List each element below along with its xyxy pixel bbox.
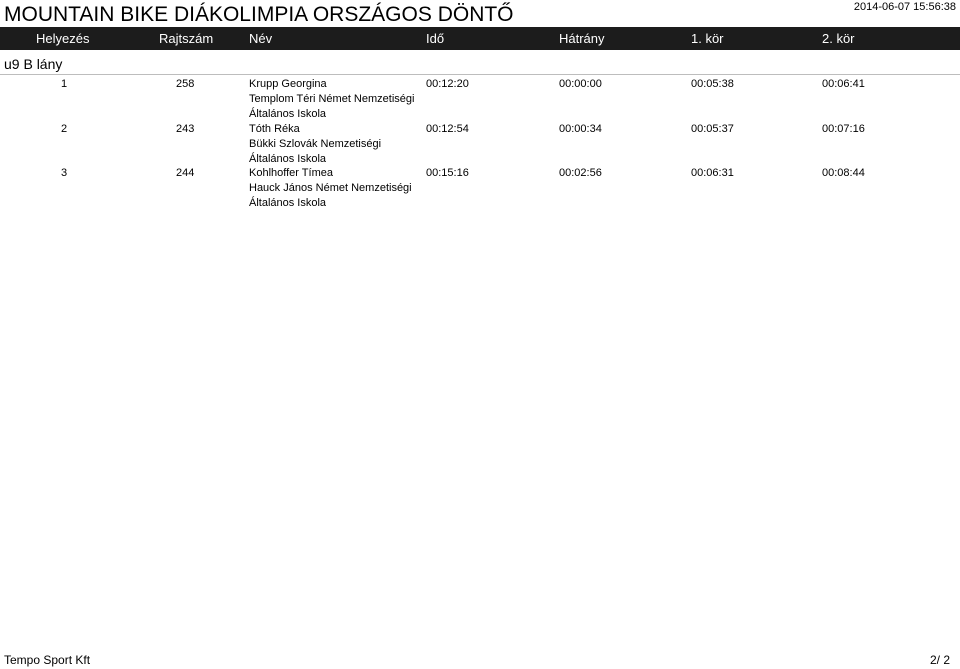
time-cell: 00:12:54	[426, 123, 469, 135]
print-timestamp: 2014-06-07 15:56:38	[853, 1, 956, 13]
bib-cell: 258	[176, 78, 195, 90]
footer-page-number: 2/ 2	[929, 653, 950, 667]
gap-cell: 00:02:56	[559, 167, 602, 179]
column-header-lap2: 2. kör	[822, 31, 855, 46]
column-header-bib: Rajtszám	[159, 31, 214, 46]
school-name-line1: Templom Téri Német Nemzetiségi	[249, 93, 415, 105]
lap1-cell: 00:05:37	[691, 123, 734, 135]
place-cell: 2	[61, 123, 68, 135]
result-row	[0, 77, 960, 123]
time-cell: 00:15:16	[426, 167, 469, 179]
school-name-line1: Hauck János Német Nemzetiségi	[249, 182, 412, 194]
place-cell: 3	[61, 167, 68, 179]
competitor-name: Krupp Georgina	[249, 78, 327, 90]
time-cell: 00:12:20	[426, 78, 469, 90]
result-row	[0, 166, 960, 212]
category-divider	[0, 74, 960, 75]
lap2-cell: 00:08:44	[822, 167, 865, 179]
column-header-time: Idő	[426, 31, 445, 46]
category-heading: u9 B lány	[4, 56, 63, 72]
bib-cell: 243	[176, 123, 195, 135]
footer-company: Tempo Sport Kft	[4, 653, 91, 667]
place-cell: 1	[61, 78, 68, 90]
name-cell	[249, 122, 381, 167]
lap2-cell: 00:06:41	[822, 78, 865, 90]
gap-cell: 00:00:00	[559, 78, 602, 90]
name-cell	[249, 77, 414, 122]
column-header-name: Név	[249, 31, 273, 46]
column-header-bar	[0, 27, 960, 50]
school-name-line2: Általános Iskola	[249, 153, 327, 165]
column-header-lap1: 1. kör	[691, 31, 724, 46]
lap2-cell: 00:07:16	[822, 123, 865, 135]
competitor-name: Kohlhoffer Tímea	[249, 167, 333, 179]
name-cell	[249, 166, 412, 211]
column-header-gap: Hátrány	[559, 31, 605, 46]
school-name-line2: Általános Iskola	[249, 108, 327, 120]
gap-cell: 00:00:34	[559, 123, 602, 135]
page-title: MOUNTAIN BIKE DIÁKOLIMPIA ORSZÁGOS DÖNTŐ	[4, 3, 514, 26]
column-header-place: Helyezés	[36, 31, 90, 46]
bib-cell: 244	[176, 167, 195, 179]
lap1-cell: 00:05:38	[691, 78, 734, 90]
school-name-line2: Általános Iskola	[249, 197, 327, 209]
school-name-line1: Bükki Szlovák Nemzetiségi	[249, 138, 382, 150]
result-row	[0, 122, 960, 168]
lap1-cell: 00:06:31	[691, 167, 734, 179]
competitor-name: Tóth Réka	[249, 123, 300, 135]
